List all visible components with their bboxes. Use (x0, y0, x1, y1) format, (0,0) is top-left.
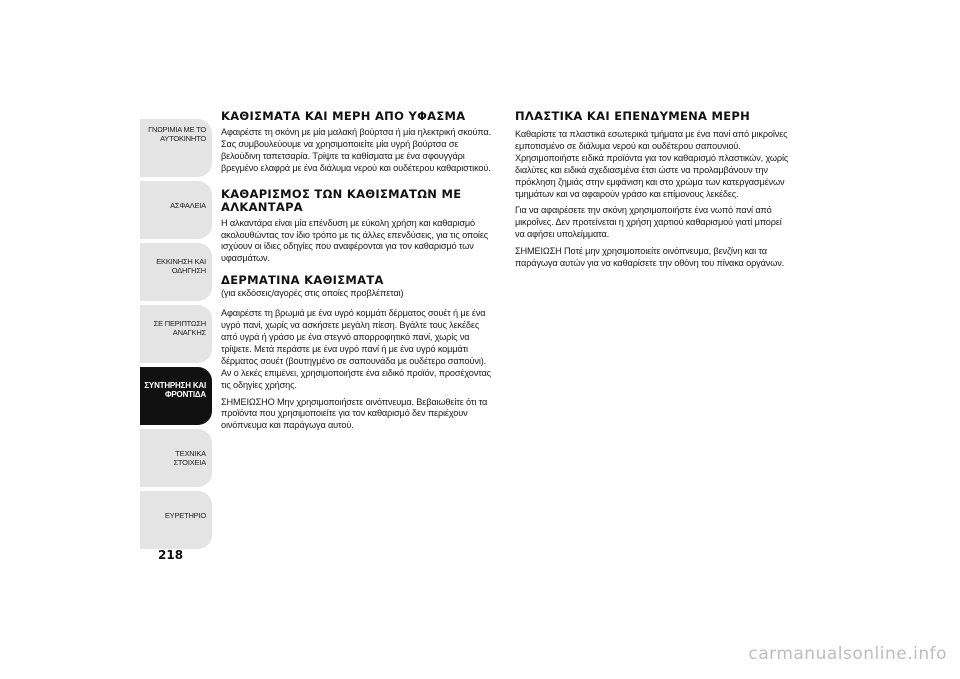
paragraph: Η αλκαντάρα είναι μία επένδυση με εύκολη χρήση και καθαρισμό ακολουθώντας τον ίδιο τρόπο με τις άλλες επενδύσεις, για τις οποίες ισχύουν οι ίδιες οδηγίες που αναφέρονται για τον καθαρισμό των υφασμάτων. (221, 217, 489, 264)
tab-label: ΕΥΡΕΤΗΡΙΟ (164, 511, 206, 520)
section-title-alcantara: ΚΑΘΑΡΙΣΜΟΣ ΤΩΝ ΚΑΘΙΣΜΑΤΩΝ ΜΕ ΑΛΚΑΝΤΑΡΑ (221, 186, 462, 214)
tab-technical-data[interactable] (140, 429, 212, 487)
watermark: carmanualsonline.info (748, 644, 947, 664)
section-title-leather-seats: ΔΕΡΜΑΤΙΝΑ ΚΑΘΙΣΜΑΤΑ (221, 273, 384, 288)
note-paragraph: ΣΗΜΕΙΩΣΗ Ποτέ μην χρησιμοποιείτε οινόπνευμα, βενζίνη και τα παράγωγα αυτών για να καθαρίσετε την οθόνη του πίνακα οργάνων. (515, 246, 785, 269)
paragraph: Για να αφαιρέσετε την σκόνη χρησιμοποιήστε ένα νωπό πανί από μικροΐνες. Δεν προτείνεται η χρήση χαρτιού καθαρισμού γιατί μπορεί να αφήσει υπολείμματα. (515, 205, 782, 240)
section-title-fabric-seats: ΚΑΘΙΣΜΑΤΑ ΚΑΙ ΜΕΡΗ ΑΠΟ ΥΦΑΣΜΑ (221, 109, 466, 123)
paragraph: Καθαρίστε τα πλαστικά εσωτερικά τμήματα με ένα πανί από μικροΐνες εμποτισμένο σε διάλυμα νερού και ουδέτερου σαπουνιού. Χρησιμοποιήστε ειδικά προϊόντα για τον καθαρισμό πλαστικών, χωρίς διαλύτες και ειδικά σχεδιασμένα έτσι ώστε να προλαμβάνουν την πρόκληση ζημιάς στην εμφάνιση και στο χρώμα των κατεργασμένων τμημάτων και να αφαιρούν γράσο και επίμονους λεκέδες. (515, 129, 789, 199)
tab-label: ΦΡΟΝΤΙΔΑ (165, 390, 206, 399)
tab-label: ΟΔΗΓΗΣΗ (171, 266, 206, 275)
tab-label: ΓΝΩΡΙΜΙΑ ΜΕ ΤΟ (148, 125, 206, 134)
tab-index[interactable] (140, 491, 212, 549)
tab-maintenance-care[interactable] (140, 367, 212, 425)
paragraph-note: (για εκδόσεις/αγορές στις οποίες προβλέπεται) (221, 288, 404, 299)
tab-label: ΕΚΚΙΝΗΣΗ ΚΑΙ (156, 257, 206, 266)
tab-label: ΣΥΝΤΗΡΗΣΗ ΚΑΙ (144, 381, 206, 390)
paragraph: Αφαιρέστε τη βρωμιά με ένα υγρό κομμάτι δέρματος σουέτ ή με ένα υγρό πανί, χωρίς να ασκήσετε μεγάλη πίεση. Βγάλτε τους λεκέδες από υγρά ή γράσο με ένα στεγνό απορροφητικό πανί, χωρίς να τρίψετε. Μετά περάστε με ένα υγρό πανί ή με ένα υγρό κομμάτι δέρματος σουέτ (βουτηγμένο σε σαπουνάδα με ουδέτερο σαπούνι). Αν ο λεκές επιμένει, χρησιμοποιήστε ένα ειδικό προϊόν, προσέχοντας τις οδηγίες χρήσης. (221, 308, 491, 390)
tab-label: ΣΕ ΠΕΡΙΠΤΩΣΗ (153, 319, 206, 328)
tab-starting-driving[interactable] (140, 243, 212, 301)
tab-getting-to-know-car[interactable] (140, 119, 212, 177)
tab-safety[interactable] (140, 181, 212, 239)
tab-label: ΑΝΑΓΚΗΣ (172, 328, 206, 337)
tab-label: ΤΕΧΝΙΚΑ ΣΤΟΙΧΕΙΑ (173, 449, 206, 467)
page-number: 218 (158, 548, 184, 562)
right-column (515, 110, 790, 275)
tab-emergency[interactable] (140, 305, 212, 363)
note-paragraph: ΣΗΜΕΙΩΣΗΟ Μην χρησιμοποιήσετε οινόπνευμα. Βεβαιωθείτε ότι τα προϊόντα που χρησιμοποιείτε για τον καθαρισμό δεν περιέχουν οινόπνευμα και παράγωγα αυτού. (221, 396, 488, 431)
tab-label: ΑΣΦΑΛΕΙΑ (170, 201, 206, 210)
section-title-plastics: ΠΛΑΣΤΙΚΑ ΚΑΙ ΕΠΕΝΔΥΜΕΝΑ ΜΕΡΗ (515, 109, 751, 123)
tab-label: ΑΥΤΟΚΙΝΗΤΟ (160, 134, 206, 143)
paragraph: Αφαιρέστε τη σκόνη με μία μαλακή βούρτσα ή μία ηλεκτρική σκούπα. Σας συμβουλεύουμε να χρησιμοποιείτε μία υγρή βούρτσα σε βελούδινη ταπετσαρία. Τρίψτε τα καθίσματα με ένα σφουγγάρι βρεγμένο ελαφρά με ένα διάλυμα νερού και ουδέτερου καθαριστικού. (221, 127, 491, 173)
left-column (221, 110, 491, 437)
